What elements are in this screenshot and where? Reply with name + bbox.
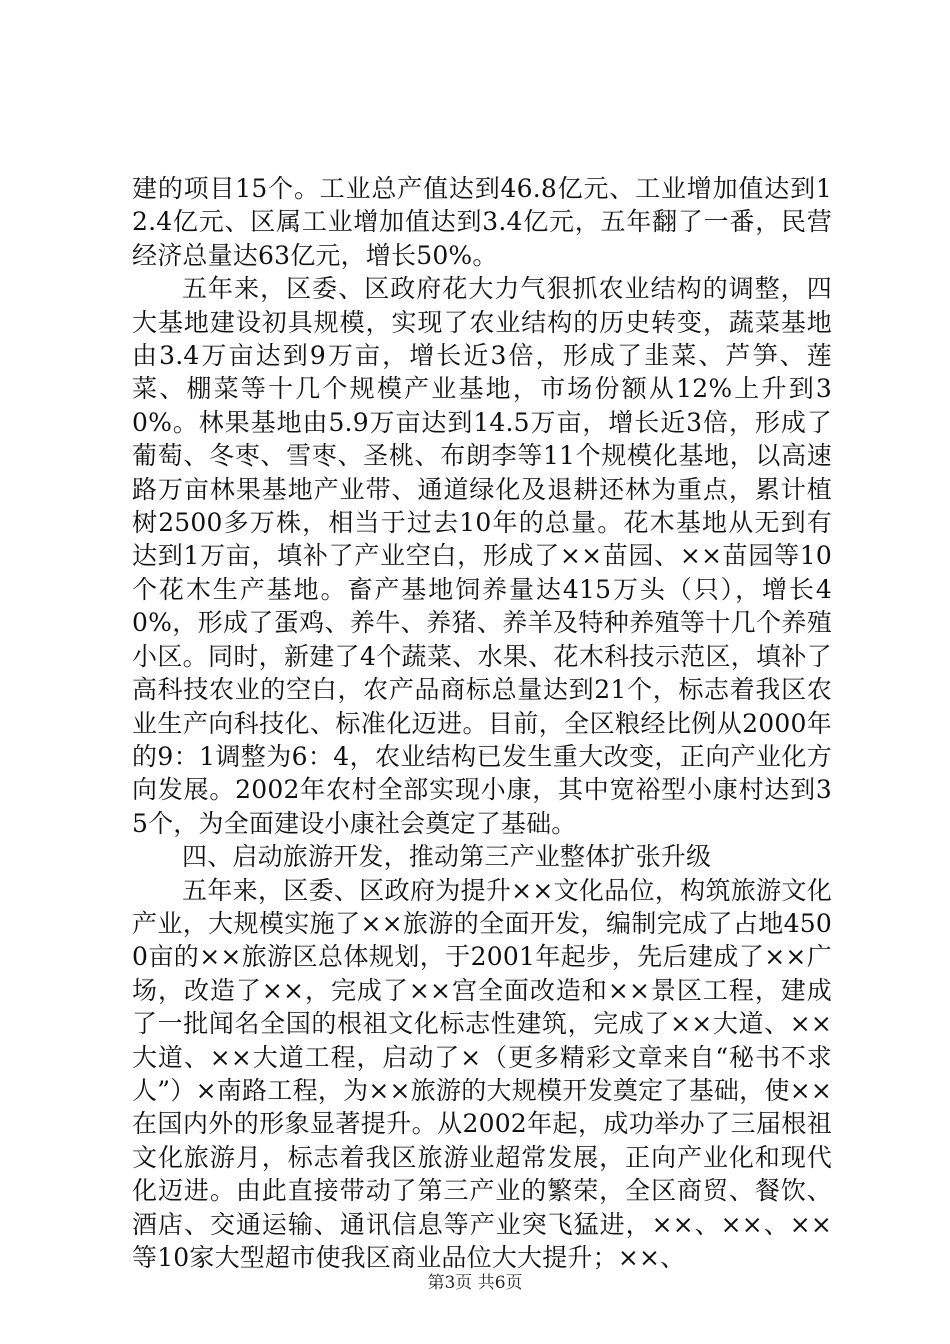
- paragraph-2: 五年来，区委、区政府花大力气狠抓农业结构的调整，四大基地建设初具规模，实现了农业结构的历史转变，蔬菜基地由3.4万亩达到9万亩，增长近3倍，形成了韭菜、芦笋、莲菜、棚菜等十几个规模产业基地，市场份额从12%上升到30%。林果基地由5.9万亩达到14.5万亩，增长近3倍，形成了葡萄、冬枣、雪枣、圣桃、布朗李等11个规模化基地，以高速路万亩林果基地产业带、通道绿化及退耕还林为重点，累计植树2500多万株，相当于过去10年的总量。花木基地从无到有达到1万亩，填补了产业空白，形成了××苗园、××苗园等10个花木生产基地。畜产基地饲养量达415万头（只），增长40%，形成了蛋鸡、养牛、养猪、养羊及特种养殖等十几个养殖小区。同时，新建了4个蔬菜、水果、花木科技示范区，填补了高科技农业的空白，农产品商标总量达到21个，标志着我区农业生产向科技化、标准化迈进。目前，全区粮经比例从2000年的9：1调整为6：4，农业结构已发生重大改变，正向产业化方向发展。2002年农村全部实现小康，其中宽裕型小康村达到35个，为全面建设小康社会奠定了基础。: [132, 274, 832, 838]
- paragraph-3: 五年来，区委、区政府为提升××文化品位，构筑旅游文化产业，大规模实施了××旅游的全面开发，编制完成了占地4500亩的××旅游区总体规划，于2001年起步，先后建成了××广场，改造了××，完成了××宫全面改造和××景区工程，建成了一批闻名全国的根祖文化标志性建筑，完成了××大道、××大道、××大道工程，启动了×（更多精彩文章来自“秘书不求人”）×南路工程，为××旅游的大规模开发奠定了基础，使××在国内外的形象显著提升。从2002年起，成功举办了三届根祖文化旅游月，标志着我区旅游业超常发展，正向产业化和现代化迈进。由此直接带动了第三产业的繁荣，全区商贸、餐饮、酒店、交通运输、通讯信息等产业突飞猛进，××、××、××等10家大型超市使我区商业品位大大提升；××、: [132, 875, 832, 1272]
- paragraph-1: 建的项目15个。工业总产值达到46.8亿元、工业增加值达到12.4亿元、区属工业增加值达到3.4亿元，五年翻了一番，民营经济总量达63亿元，增长50%。: [132, 174, 832, 270]
- document-body: [132, 172, 832, 1274]
- section-heading: 四、启动旅游开发，推动第三产业整体扩张升级: [182, 842, 712, 872]
- page-footer: 第3页 共6页: [427, 1273, 523, 1293]
